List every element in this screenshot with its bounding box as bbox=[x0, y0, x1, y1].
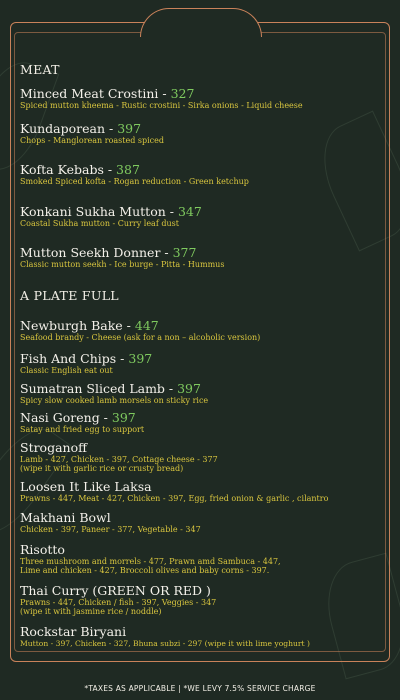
item-title bbox=[20, 319, 382, 333]
menu-item bbox=[20, 543, 382, 576]
item-description: Three mushroom and morrels - 477, Prawn amd Sambuca - 447, Lime and chicken - 427, Broccoli olives and baby corns - 397. bbox=[20, 556, 281, 575]
menu-item bbox=[20, 163, 382, 187]
item-name: Kundaporean - bbox=[20, 120, 118, 136]
item-name: Sumatran Sliced Lamb - bbox=[20, 380, 178, 396]
menu-item bbox=[20, 441, 382, 474]
menu-item bbox=[20, 511, 382, 535]
item-name: Konkani Sukha Mutton - bbox=[20, 203, 178, 219]
item-title: Makhani Bowl bbox=[20, 510, 111, 525]
item-description: Prawns - 447, Meat - 427, Chicken - 397, Egg, fried onion & garlic , cilantro bbox=[20, 493, 329, 503]
item-price: 387 bbox=[116, 162, 140, 177]
item-description: Classic mutton seekh - Ice burge - Pitta - Hummus bbox=[20, 260, 225, 269]
menu-item bbox=[20, 205, 382, 229]
item-price: 347 bbox=[177, 203, 202, 219]
menu-item bbox=[20, 352, 382, 376]
menu-item bbox=[20, 382, 382, 406]
menu-content bbox=[20, 62, 382, 659]
item-price: 377 bbox=[172, 245, 197, 260]
item-title bbox=[20, 352, 382, 366]
menu-frame-arch bbox=[140, 8, 262, 37]
item-name: Nasi Goreng - bbox=[20, 410, 112, 425]
item-title bbox=[20, 122, 382, 136]
item-title bbox=[20, 246, 382, 260]
item-description: Mutton - 397, Chicken - 327, Bhuna subzi - 297 (wipe it with lime yoghurt ) bbox=[20, 638, 310, 648]
item-price: 397 bbox=[117, 120, 142, 136]
item-description: Spiced mutton kheema - Rustic crostini - Sirka onions - Liquid cheese bbox=[20, 101, 303, 110]
item-price: 327 bbox=[170, 86, 195, 101]
item-name: Newburgh Bake - bbox=[20, 317, 135, 333]
item-price: 397 bbox=[177, 380, 201, 396]
section-title: A PLATE FULL bbox=[20, 287, 119, 303]
item-description: Lamb - 427, Chicken - 397, Cottage cheese - 377 (wipe it with garlic rice or crusty bread) bbox=[20, 454, 218, 473]
item-name: Kofta Kebabs - bbox=[20, 162, 117, 177]
item-description: Chops - Manglorean roasted spiced bbox=[20, 135, 164, 145]
menu-item bbox=[20, 319, 382, 343]
footer-note: *TAXES AS APPLICABLE | *WE LEVY 7.5% SERVICE CHARGE bbox=[84, 684, 316, 693]
item-description: Smoked Spiced kofta - Rogan reduction - Green ketchup bbox=[20, 177, 249, 186]
item-name: Fish And Chips - bbox=[20, 351, 129, 366]
item-description: Prawns - 447, Chicken / fish - 397, Veggies - 347 (wipe it with jasmine rice / noddle) bbox=[20, 597, 217, 616]
item-description: Classic English eat out bbox=[20, 366, 113, 375]
item-name: Minced Meat Crostini - bbox=[20, 86, 171, 101]
item-price: 447 bbox=[134, 317, 159, 333]
menu-item bbox=[20, 246, 382, 270]
item-name: Mutton Seekh Donner - bbox=[20, 245, 173, 260]
menu-item bbox=[20, 122, 382, 146]
section-meat bbox=[20, 62, 382, 270]
menu-item bbox=[20, 411, 382, 435]
menu-item bbox=[20, 584, 382, 617]
item-description: Chicken - 397, Paneer - 377, Vegetable - 347 bbox=[20, 525, 201, 534]
item-title bbox=[20, 163, 382, 177]
item-title bbox=[20, 382, 382, 396]
item-description: Satay and fried egg to support bbox=[20, 425, 145, 434]
item-price: 397 bbox=[128, 351, 153, 366]
menu-item bbox=[20, 480, 382, 504]
section-a-plate-full bbox=[20, 288, 382, 649]
item-title: Thai Curry (GREEN OR RED ) bbox=[20, 582, 211, 598]
item-price: 397 bbox=[111, 410, 136, 425]
menu-item bbox=[20, 625, 382, 649]
item-title: Risotto bbox=[20, 541, 65, 557]
menu-item bbox=[20, 87, 382, 111]
item-description: Spicy slow cooked lamb morsels on sticky rice bbox=[20, 395, 209, 405]
item-title: Rockstar Biryani bbox=[20, 623, 127, 639]
item-description: Coastal Sukha mutton - Curry leaf dust bbox=[20, 218, 179, 228]
item-title: Stroganoff bbox=[20, 439, 87, 455]
item-title bbox=[20, 87, 382, 101]
item-description: Seafood brandy - Cheese (ask for a non – alcoholic version) bbox=[20, 332, 261, 342]
item-title bbox=[20, 411, 382, 425]
section-title: MEAT bbox=[20, 62, 60, 77]
item-title bbox=[20, 205, 382, 219]
item-title: Loosen It Like Laksa bbox=[20, 478, 152, 494]
